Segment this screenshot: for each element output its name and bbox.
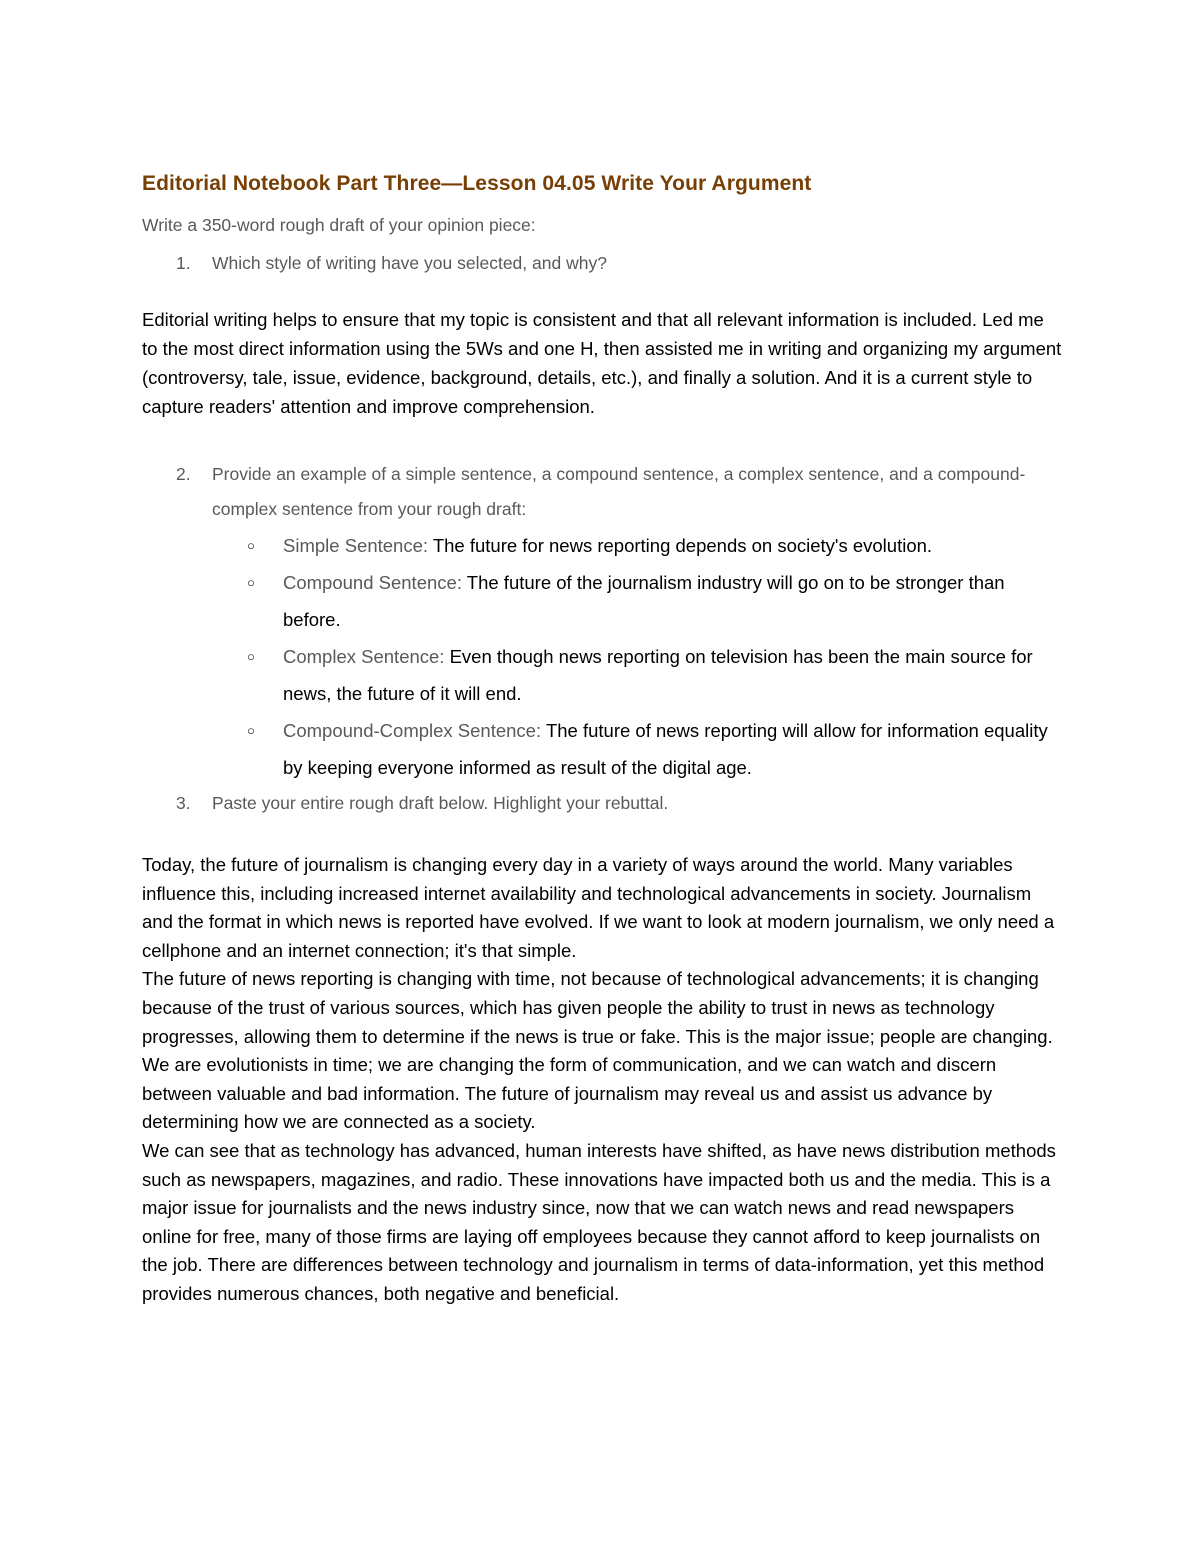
question-3-text: Paste your entire rough draft below. Highlight your rebuttal. [212,793,669,813]
hollow-circle-icon: ○ [247,723,255,738]
question-2-text: Provide an example of a simple sentence, a compound sentence, a complex sentence, and a compound-complex sentence from your rough draft: [212,464,1026,519]
document-page [142,168,1062,1309]
sentence-label: Compound-Complex Sentence: [283,720,542,741]
sentence-text: The future of news reporting will allow for information equality by keeping everyone informed as result of the digital age. [283,720,1048,778]
question-1-number: 1. [176,253,191,273]
question-2 [142,457,1062,527]
sentence-label: Simple Sentence: [283,535,429,556]
hollow-circle-icon: ○ [247,575,255,590]
list-item-complex-sentence [142,638,1062,712]
sentence-label: Complex Sentence: [283,646,445,667]
list-item-simple-sentence [142,527,1062,564]
draft-paragraph: We can see that as technology has advanced, human interests have shifted, as have news distribution methods such as newspapers, magazines, and radio. These innovations have impacted both us and the media. This is a major issue for journalists and the news industry since, now that we can watch news and read newspapers online for free, many of those firms are laying off employees because they cannot afford to keep journalists on the job. There are differences between technology and journalism in terms of data-information, yet this method provides numerous chances, both negative and beneficial. [142,1139,1056,1304]
list-item-compound-sentence [142,564,1062,638]
question-1 [142,246,1062,281]
draft-paragraph: The future of news reporting is changing with time, not because of technological advancements; it is changing because of the trust of various sources, which has given people the ability to trust in news as technology progresses, allowing them to determine if the news is true or fake. This is the major issue; people are changing. We are evolutionists in time; we are changing the form of communication, and we can watch and discern between valuable and bad information. The future of journalism may reveal us and assist us advance by determining how we are connected as a society. [142,968,1053,1133]
question-1-text: Which style of writing have you selected, and why? [212,253,607,273]
list-item-compound-complex-sentence [142,712,1062,786]
sentence-label: Compound Sentence: [283,572,462,593]
answer-1: Editorial writing helps to ensure that my topic is consistent and that all relevant information is included. Led me to the most direct information using the 5Ws and one H, then assisted me in writing and organizing my argument (controversy, tale, issue, evidence, background, details, etc.), and finally a solution. And it is a current style to capture readers' attention and improve comprehension. [142,309,1062,417]
sentence-text: The future of the journalism industry will go on to be stronger than before. [283,572,1005,630]
question-3-number: 3. [176,793,191,813]
hollow-circle-icon: ○ [247,649,255,664]
sentence-text: The future for news reporting depends on society's evolution. [432,535,933,556]
sentence-text: Even though news reporting on television has been the main source for news, the future of it will end. [283,646,1033,704]
assignment-prompt: Write a 350-word rough draft of your opinion piece: [142,215,536,235]
question-2-number: 2. [176,464,191,484]
question-3 [142,786,1062,821]
hollow-circle-icon: ○ [247,538,255,553]
document-title: Editorial Notebook Part Three—Lesson 04.05 Write Your Argument [142,172,812,195]
draft-paragraph: Today, the future of journalism is changing every day in a variety of ways around the world. Many variables influence this, including increased internet availability and technological advancements in society. Journalism and the format in which news is reported have evolved. If we want to look at modern journalism, we only need a cellphone and an internet connection; it's that simple. [142,854,1055,961]
sentence-examples-list [142,527,1062,786]
rough-draft [142,851,1062,1309]
